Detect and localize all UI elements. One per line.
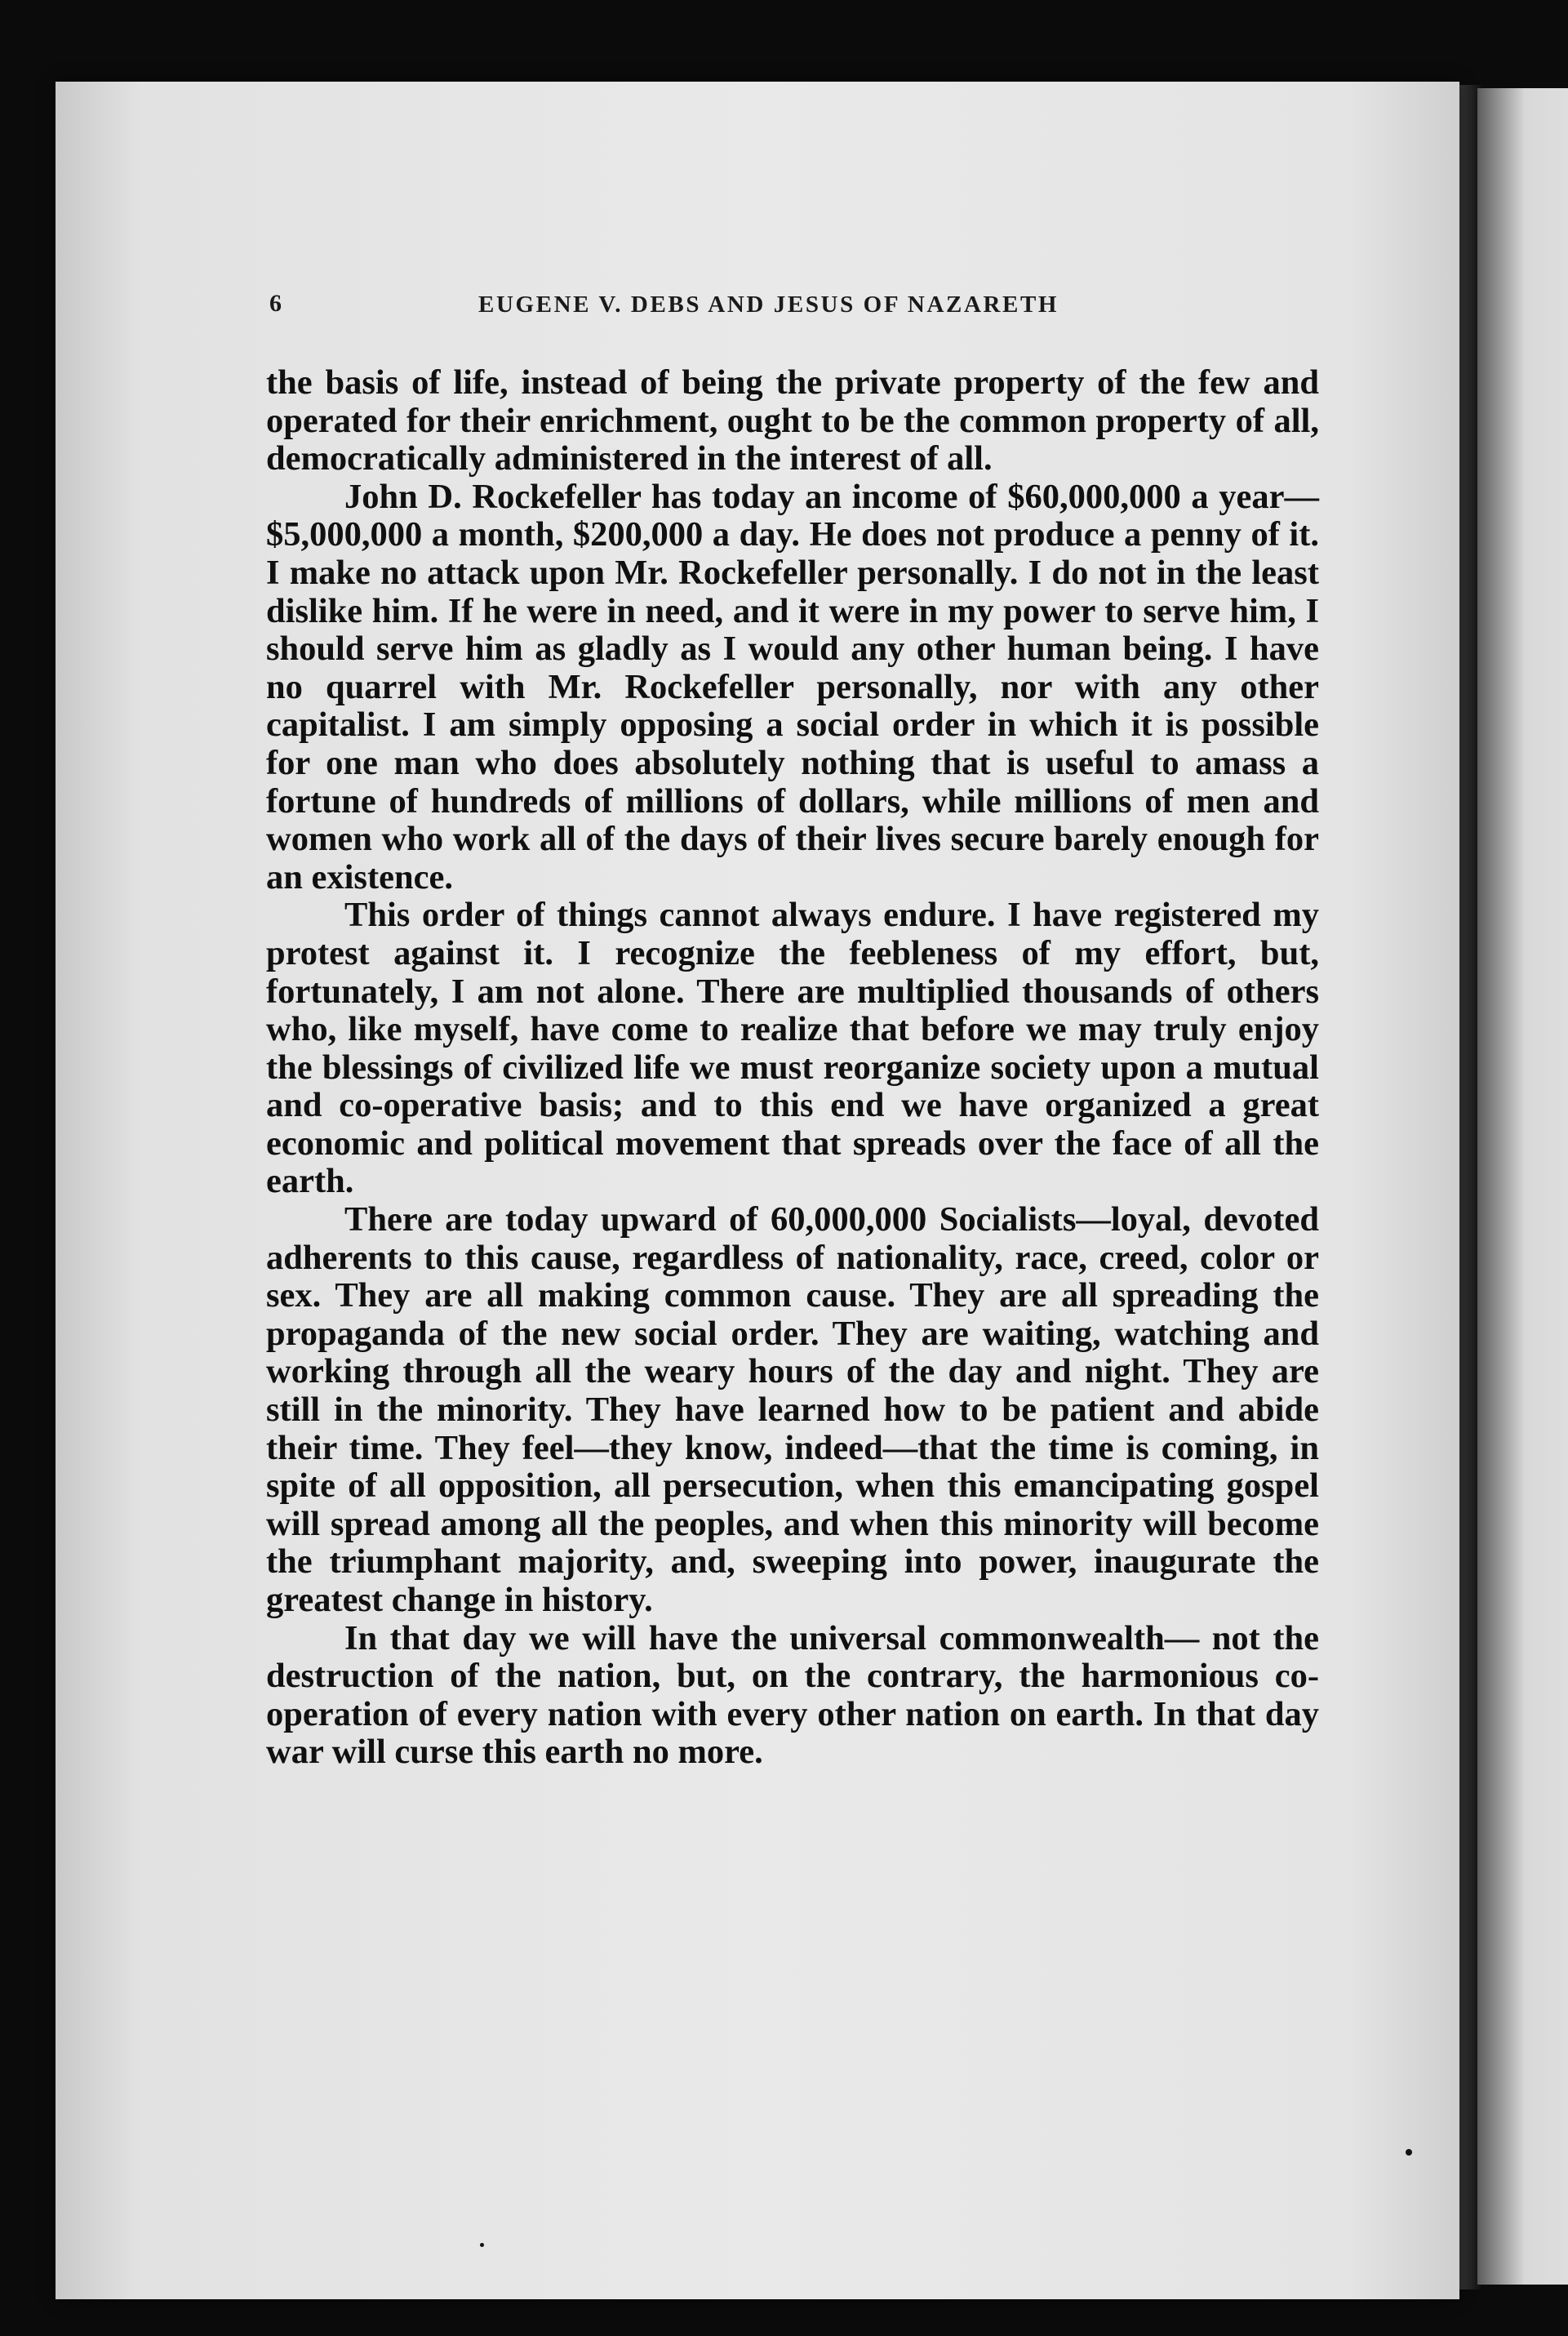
- page-number: 6: [269, 290, 282, 317]
- paragraph-1: the basis of life, instead of being the private property of the few and operated for their enrichment, ought to be the common property of all, democratically administered in the interest of all.: [266, 363, 1319, 478]
- scan-speck: [480, 2243, 484, 2247]
- paragraph-5: In that day we will have the universal commonwealth— not the destruction of the nation, but, on the contrary, the harmonious co-operation of every nation with every other nation on earth. In that day war will curse this earth no more.: [266, 1618, 1319, 1772]
- paragraph-2: John D. Rockefeller has today an income of $60,000,000 a year—$5,000,000 a month, $200,000 a day. He does not produce a penny of it. I make no attack upon Mr. Rockefeller personally. I do not in the least dislike him. If he were in need, and it were in my power to serve him, I should serve him as gladly as I would any other human being. I have no quarrel with Mr. Rockefeller personally, nor with any other capitalist. I am simply opposing a social order in which it is possible for one man who does absolutely nothing that is useful to amass a fortune of hundreds of millions of dollars, while millions of men and women who work all of the days of their lives secure barely enough for an existence.: [266, 477, 1319, 897]
- paragraph-4: There are today upward of 60,000,000 Socialists—loyal, devoted adherents to this cause, regardless of nationality, race, creed, color or sex. They are all making common cause. They are all spreading the propaganda of the new social order. They are waiting, watching and working through all the weary hours of the day and night. They are still in the minority. They have learned how to be patient and abide their time. They feel—they know, indeed—that the time is coming, in spite of all opposition, all persecution, when this emancipating gospel will spread among all the peoples, and when this minority will become the triumphant majority, and, sweeping into power, inaugurate the greatest change in history.: [266, 1200, 1319, 1619]
- facing-page-edge: [1477, 88, 1568, 2285]
- scan-speck: [1406, 2149, 1412, 2156]
- running-title: EUGENE V. DEBS AND JESUS OF NAZARETH: [478, 291, 1059, 318]
- page-body-text: [266, 364, 1319, 1772]
- paragraph-3: This order of things cannot always endure. I have registered my protest against it. I recognize the feebleness of my effort, but, fortunately, I am not alone. There are multiplied thousands of others who, like myself, have come to realize that before we may truly enjoy the blessings of civilized life we must reorganize society upon a mutual and co-operative basis; and to this end we have organized a great economic and political movement that spreads over the face of all the earth.: [266, 896, 1319, 1201]
